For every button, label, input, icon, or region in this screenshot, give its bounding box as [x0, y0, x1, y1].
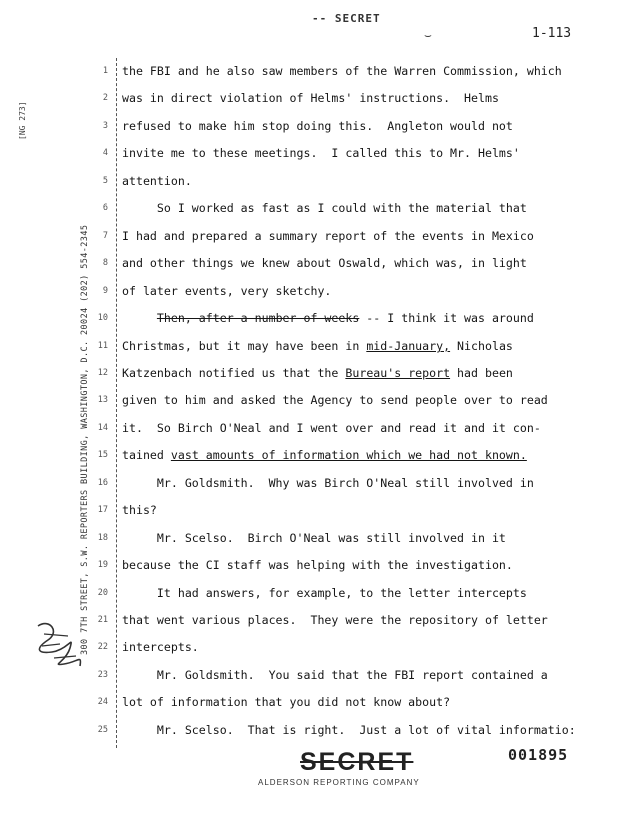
transcript-line: [122, 146, 520, 160]
line-text-segment: refused to make him stop doing this. Angleton would not: [122, 119, 513, 133]
line-text-segment: Mr. Scelso. That is right. Just a lot of vital informatio:: [122, 723, 576, 737]
transcript-line: [122, 695, 450, 709]
line-text-segment: the FBI and he also saw members of the Warren Commission, which: [122, 64, 562, 78]
transcript-line: [122, 174, 192, 188]
transcript-line: [122, 421, 541, 435]
line-text-segment: [122, 311, 157, 325]
line-text-segment: lot of information that you did not know about?: [122, 695, 451, 709]
line-number: 12: [97, 368, 108, 378]
line-text-segment: given to him and asked the Agency to send people over to read: [122, 393, 548, 407]
classification-mark-top: -- SECRET: [312, 12, 381, 25]
line-number: 21: [97, 615, 108, 625]
line-text-segment: Mr. Goldsmith. You said that the FBI report contained a: [122, 668, 548, 682]
line-number: 18: [97, 533, 108, 543]
line-text-segment: So I worked as fast as I could with the material that: [122, 201, 527, 215]
transcript-line: [122, 586, 527, 600]
line-text-segment: mid-January,: [366, 339, 451, 353]
classification-stamp-bottom: SECRET: [300, 748, 414, 776]
line-number: 9: [102, 286, 108, 296]
transcript-line: [122, 91, 499, 105]
tick-mark: ⌣: [424, 28, 432, 42]
line-number: 11: [97, 341, 108, 351]
transcript-line: [122, 366, 513, 380]
line-number: 7: [102, 231, 108, 241]
transcript-line: [122, 64, 562, 78]
transcript-line: [122, 284, 331, 298]
line-text-segment: -- I think it was around: [359, 311, 534, 325]
line-text-segment: had been: [450, 366, 513, 380]
transcript-line: [122, 640, 199, 654]
line-number: 16: [97, 478, 108, 488]
document-number: 001895: [508, 746, 569, 764]
transcript-line: [122, 723, 576, 737]
transcript-line: [122, 613, 548, 627]
line-text-segment: I had and prepared a summary report of the events in Mexico: [122, 229, 534, 243]
transcript-line: [122, 393, 548, 407]
transcript-line: [122, 448, 527, 462]
line-text-segment: vast amounts of information which we had not known.: [170, 448, 527, 462]
transcript-line: [122, 201, 527, 215]
line-text-segment: because the CI staff was helping with the investigation.: [122, 558, 513, 572]
transcript-line: [122, 339, 513, 353]
line-text-segment: Christmas, but it may have been in: [122, 339, 367, 353]
line-number: 13: [97, 395, 108, 405]
transcript-line: [122, 256, 527, 270]
line-text-segment: intercepts.: [122, 640, 199, 654]
line-text-segment: this?: [122, 503, 157, 517]
line-number: 6: [102, 203, 108, 213]
side-address: 300 7TH STREET, S.W. REPORTERS BUILDING, WASHINGTON, D.C. 20024 (202) 554-2345: [80, 224, 90, 655]
reporting-company: ALDERSON REPORTING COMPANY: [258, 778, 420, 787]
transcript-line: [122, 558, 513, 572]
line-text-segment: Nicholas: [450, 339, 513, 353]
transcript-line: [122, 668, 548, 682]
line-number: 25: [97, 725, 108, 735]
line-text-segment: was in direct violation of Helms' instructions. Helms: [122, 91, 499, 105]
line-number: 2: [102, 93, 108, 103]
line-text-segment: attention.: [122, 174, 192, 188]
line-text-segment: it. So Birch O'Neal and I went over and read it and it con-: [122, 421, 541, 435]
handwritten-signature: [30, 614, 90, 674]
line-text-segment: tained: [122, 448, 171, 462]
line-number: 4: [102, 148, 108, 158]
transcript-line: [122, 229, 534, 243]
transcript-line: [122, 476, 534, 490]
line-number: 1: [102, 66, 108, 76]
line-text-segment: that went various places. They were the repository of letter: [122, 613, 548, 627]
line-text-segment: and other things we knew about Oswald, which was, in light: [122, 256, 527, 270]
line-number: 3: [102, 121, 108, 131]
margin-rule: [116, 58, 117, 748]
line-number: 14: [97, 423, 108, 433]
transcript-line: [122, 311, 534, 325]
line-text-segment: It had answers, for example, to the letter intercepts: [122, 586, 527, 600]
line-number: 19: [97, 560, 108, 570]
line-number: 17: [97, 505, 108, 515]
line-number: 10: [97, 313, 108, 323]
line-number: 8: [102, 258, 108, 268]
line-text-segment: of later events, very sketchy.: [122, 284, 332, 298]
transcript-line: [122, 119, 513, 133]
transcript-line: [122, 503, 157, 517]
page-number: 1-113: [532, 26, 572, 41]
line-text-segment: Katzenbach notified us that the: [122, 366, 346, 380]
line-number: 22: [97, 642, 108, 652]
transcript-line: [122, 531, 506, 545]
line-number: 20: [97, 588, 108, 598]
side-margin-note: [NG 273]: [18, 101, 27, 140]
line-number: 5: [102, 176, 108, 186]
line-number: 15: [97, 450, 108, 460]
line-text-segment: invite me to these meetings. I called this to Mr. Helms': [122, 146, 520, 160]
line-text-segment: Mr. Scelso. Birch O'Neal was still involved in it: [122, 531, 506, 545]
line-text-segment: Mr. Goldsmith. Why was Birch O'Neal still involved in: [122, 476, 534, 490]
line-number: 23: [97, 670, 108, 680]
line-text-segment: Bureau's report: [345, 366, 451, 380]
line-text-segment: Then, after a number of weeks: [156, 311, 360, 325]
line-number: 24: [97, 697, 108, 707]
